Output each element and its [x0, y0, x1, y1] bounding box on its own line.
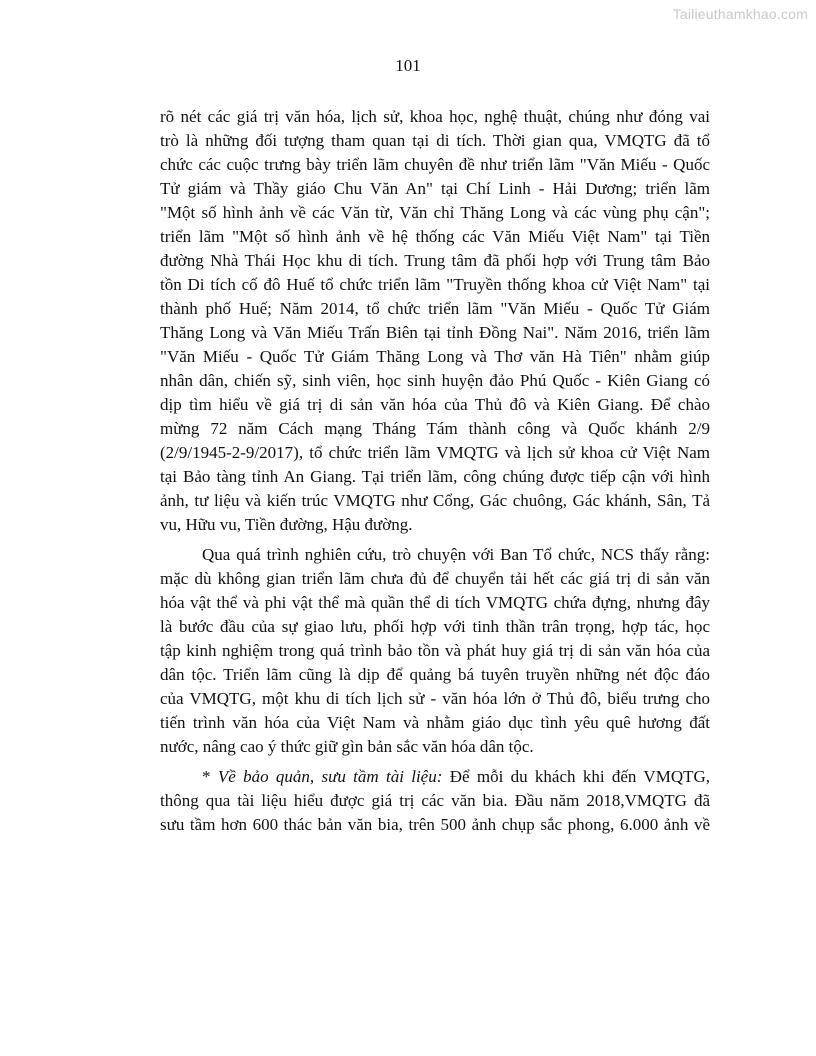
- text-line: dịp tìm hiểu về giá trị di sản văn hóa của Thủ đô và Kiên Giang. Để chào: [160, 395, 710, 414]
- paragraph-2: [160, 543, 710, 759]
- text-line: dân tộc. Triển lãm cũng là dịp để quảng bá tuyên truyền những nét độc đáo: [160, 665, 710, 684]
- text-line: nhân dân, chiến sỹ, sinh viên, học sinh huyện đảo Phú Quốc - Kiên Giang có: [160, 371, 710, 390]
- text-line: (2/9/1945-2-9/2017), tổ chức triển lãm VMQTG và lịch sử khoa cử Việt Nam: [160, 443, 710, 462]
- paragraph-1: [160, 105, 710, 537]
- text-line: tồn Di tích cố đô Huế tổ chức triển lãm "Truyền thống khoa cử Việt Nam" tại: [160, 275, 710, 294]
- text-line: nước, nâng cao ý thức giữ gìn bản sắc văn hóa dân tộc.: [160, 737, 534, 756]
- text-line: ảnh, tư liệu và kiến trúc VMQTG như Cổng, Gác chuông, Gác khánh, Sân, Tả: [160, 491, 710, 510]
- text-line: thông qua tài liệu hiểu được giá trị các văn bia. Đầu năm 2018,VMQTG đã: [160, 791, 710, 810]
- text-line: là bước đầu của sự giao lưu, phối hợp với tinh thần trân trọng, hợp tác, học: [160, 617, 710, 636]
- text-fragment: Để mỗi du khách khi đến VMQTG,: [442, 767, 711, 786]
- text-line: mừng 72 năm Cách mạng Tháng Tám thành công và Quốc khánh 2/9: [160, 419, 710, 438]
- document-body: [160, 105, 710, 837]
- text-line: Qua quá trình nghiên cứu, trò chuyện với Ban Tổ chức, NCS thấy rằng:: [202, 545, 710, 564]
- text-line: của VMQTG, một khu di tích lịch sử - văn hóa lớn ở Thủ đô, biểu trưng cho: [160, 689, 710, 708]
- text-line: tiến trình văn hóa của Việt Nam và nhằm giáo dục tình yêu quê hương đất: [160, 713, 710, 732]
- text-line: trò là những đối tượng tham quan tại di tích. Thời gian qua, VMQTG đã tổ: [160, 131, 710, 150]
- text-line: sưu tầm hơn 600 thác bản văn bia, trên 500 ảnh chụp sắc phong, 6.000 ảnh về: [160, 815, 710, 834]
- text-line: vu, Hữu vu, Tiền đường, Hậu đường.: [160, 515, 413, 534]
- text-line: thành phố Huế; Năm 2014, tổ chức triển lãm "Văn Miếu - Quốc Tử Giám: [160, 299, 710, 318]
- text-line: "Văn Miếu - Quốc Tử Giám Thăng Long và Thơ văn Hà Tiên" nhằm giúp: [160, 347, 710, 366]
- text-line: hóa vật thể và phi vật thể mà quần thể di tích VMQTG chứa đựng, nhưng đây: [160, 593, 710, 612]
- paragraph-3: [160, 765, 710, 837]
- text-line: chức các cuộc trưng bày triển lãm chuyên đề như triển lãm "Văn Miếu - Quốc: [160, 155, 710, 174]
- watermark-text: Tailieuthamkhao.com: [672, 6, 808, 22]
- page-number: 101: [395, 56, 421, 75]
- text-line: Thăng Long và Văn Miếu Trấn Biên tại tỉnh Đồng Nai". Năm 2016, triển lãm: [160, 323, 710, 342]
- text-line: Tử giám và Thầy giáo Chu Văn An" tại Chí Linh - Hải Dương; triển lãm: [160, 179, 710, 198]
- text-line: tại Bảo tàng tỉnh An Giang. Tại triển lãm, công chúng được tiếp cận với hình: [160, 467, 710, 486]
- text-line: đường Nhà Thái Học khu di tích. Trung tâm đã phối hợp với Trung tâm Bảo: [160, 251, 710, 270]
- section-heading: Về bảo quản, sưu tầm tài liệu:: [217, 767, 443, 786]
- text-line: mặc dù không gian triển lãm chưa đủ để chuyển tải hết các giá trị di sản văn: [160, 569, 710, 588]
- bullet-marker: *: [202, 767, 218, 786]
- text-line: [160, 765, 710, 789]
- text-line: "Một số hình ảnh về các Văn từ, Văn chỉ Thăng Long và các vùng phụ cận";: [160, 203, 710, 222]
- text-line: rõ nét các giá trị văn hóa, lịch sử, khoa học, nghệ thuật, chúng như đóng vai: [160, 107, 710, 126]
- text-line: triển lãm "Một số hình ảnh về hệ thống các Văn Miếu Việt Nam" tại Tiền: [160, 227, 710, 246]
- text-line: tập kinh nghiệm trong quá trình bảo tồn và phát huy giá trị di sản văn hóa của: [160, 641, 710, 660]
